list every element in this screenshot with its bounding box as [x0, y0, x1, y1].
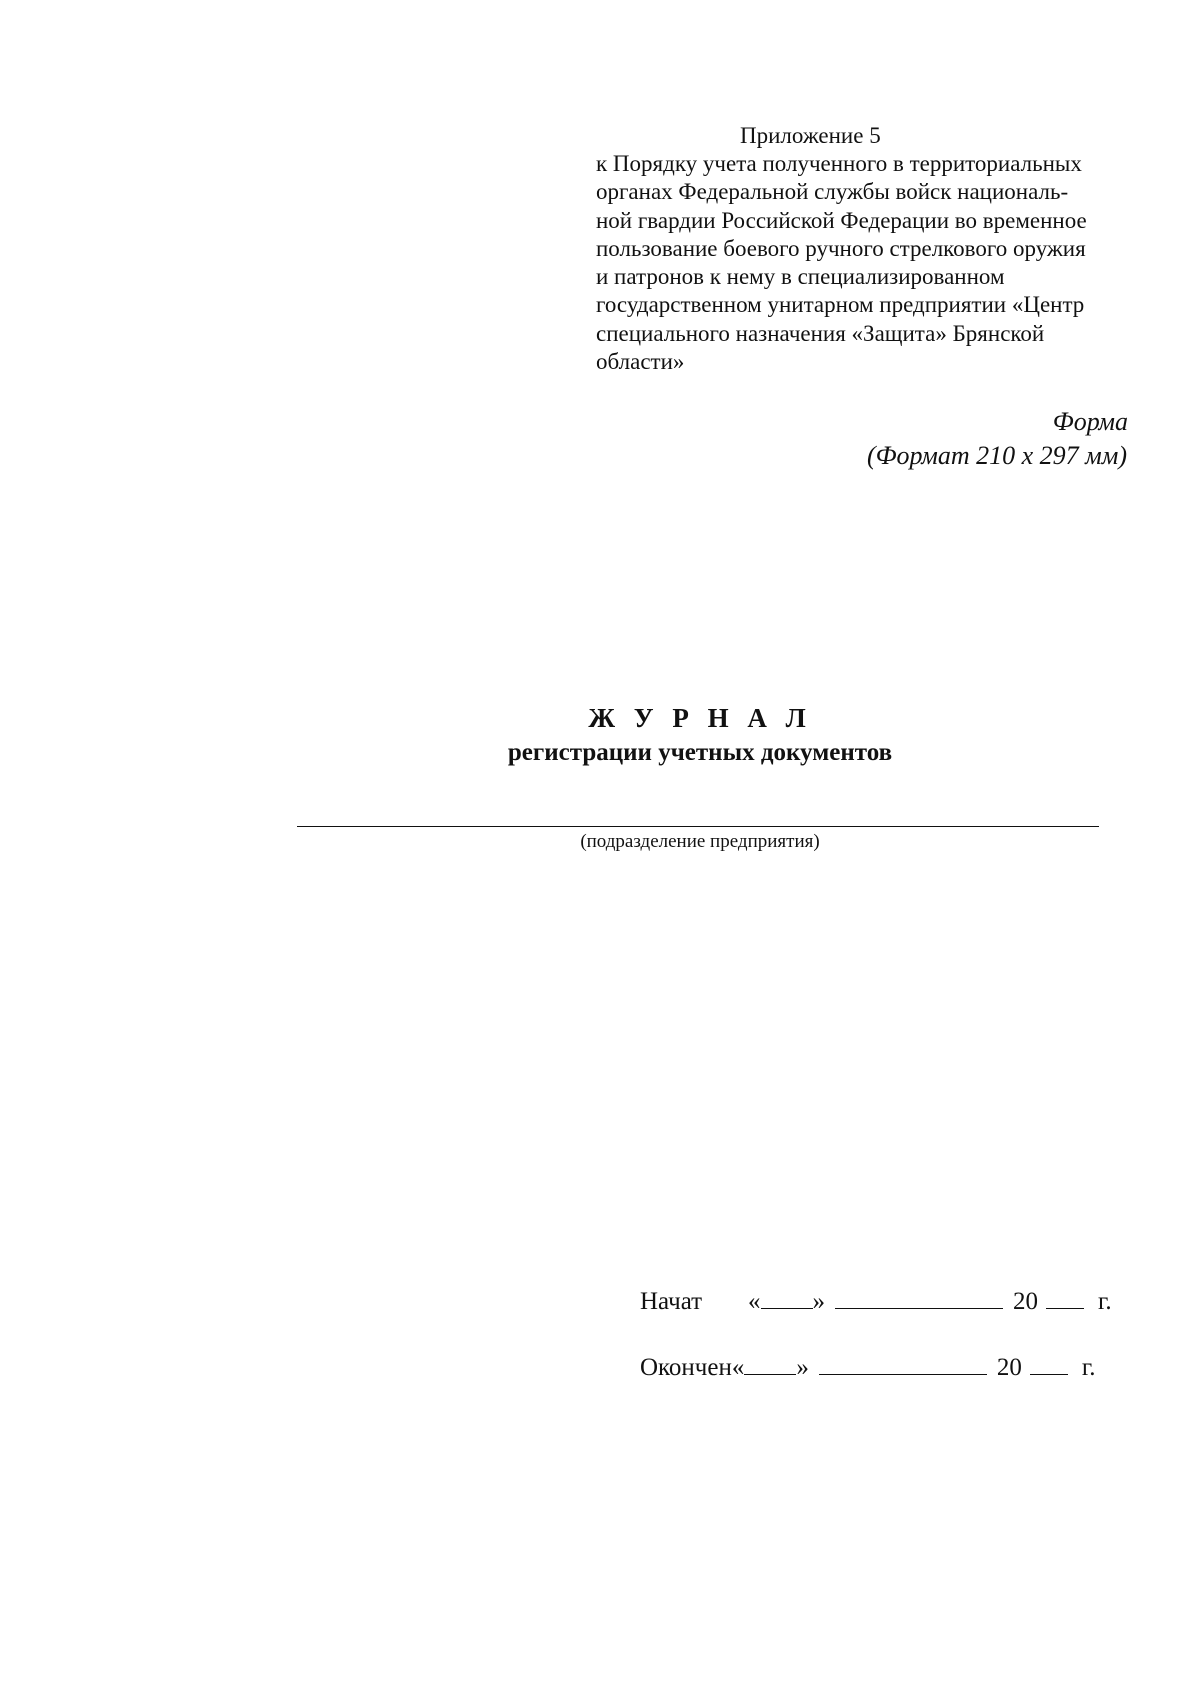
end-year-blank	[1030, 1350, 1068, 1375]
start-date-row	[640, 1284, 1112, 1318]
end-date-row	[640, 1350, 1096, 1384]
start-year-blank	[1046, 1284, 1084, 1309]
start-year-prefix: 20	[1013, 1288, 1038, 1315]
end-month-blank	[819, 1350, 987, 1375]
appendix-line: к Порядку учета полученного в территориальных	[596, 151, 1082, 176]
start-date-label: Начат	[640, 1288, 703, 1315]
start-year-suffix: г.	[1098, 1288, 1112, 1315]
department-caption: (подразделение предприятия)	[580, 831, 820, 852]
appendix-line: области»	[596, 349, 685, 375]
open-quote: «	[748, 1288, 761, 1315]
end-year-suffix: г.	[1081, 1354, 1096, 1381]
close-quote: »	[796, 1354, 809, 1381]
open-quote: «	[731, 1354, 745, 1381]
appendix-line: пользование боевого ручного стрелкового оружия	[596, 235, 1086, 261]
appendix-line: государственном унитарном предприятии «Центр	[596, 292, 1085, 318]
end-year-prefix: 20	[996, 1354, 1022, 1381]
appendix-line: специального назначения «Защита» Брянской	[596, 320, 1045, 346]
journal-subtitle: регистрации учетных документов	[507, 739, 893, 766]
journal-title: Ж У Р Н А Л	[588, 703, 812, 733]
appendix-title: Приложение 5	[740, 123, 881, 148]
start-month-blank	[835, 1284, 1003, 1309]
appendix-line: органах Федеральной службы войск националь-	[596, 179, 1069, 205]
format-label: (Формат 210 х 297 мм)	[866, 441, 1127, 470]
end-day-blank	[744, 1350, 796, 1375]
start-day-blank	[761, 1284, 813, 1309]
close-quote: »	[812, 1288, 825, 1315]
appendix-line: и патронов к нему в специализированном	[596, 264, 1005, 290]
end-date-label: Окончен	[640, 1354, 732, 1381]
appendix-description	[596, 150, 1116, 376]
form-label: Форма	[1052, 407, 1128, 436]
appendix-line: ной гвардии Российской Федерации во временное	[596, 207, 1087, 233]
department-blank-line	[297, 826, 1099, 827]
